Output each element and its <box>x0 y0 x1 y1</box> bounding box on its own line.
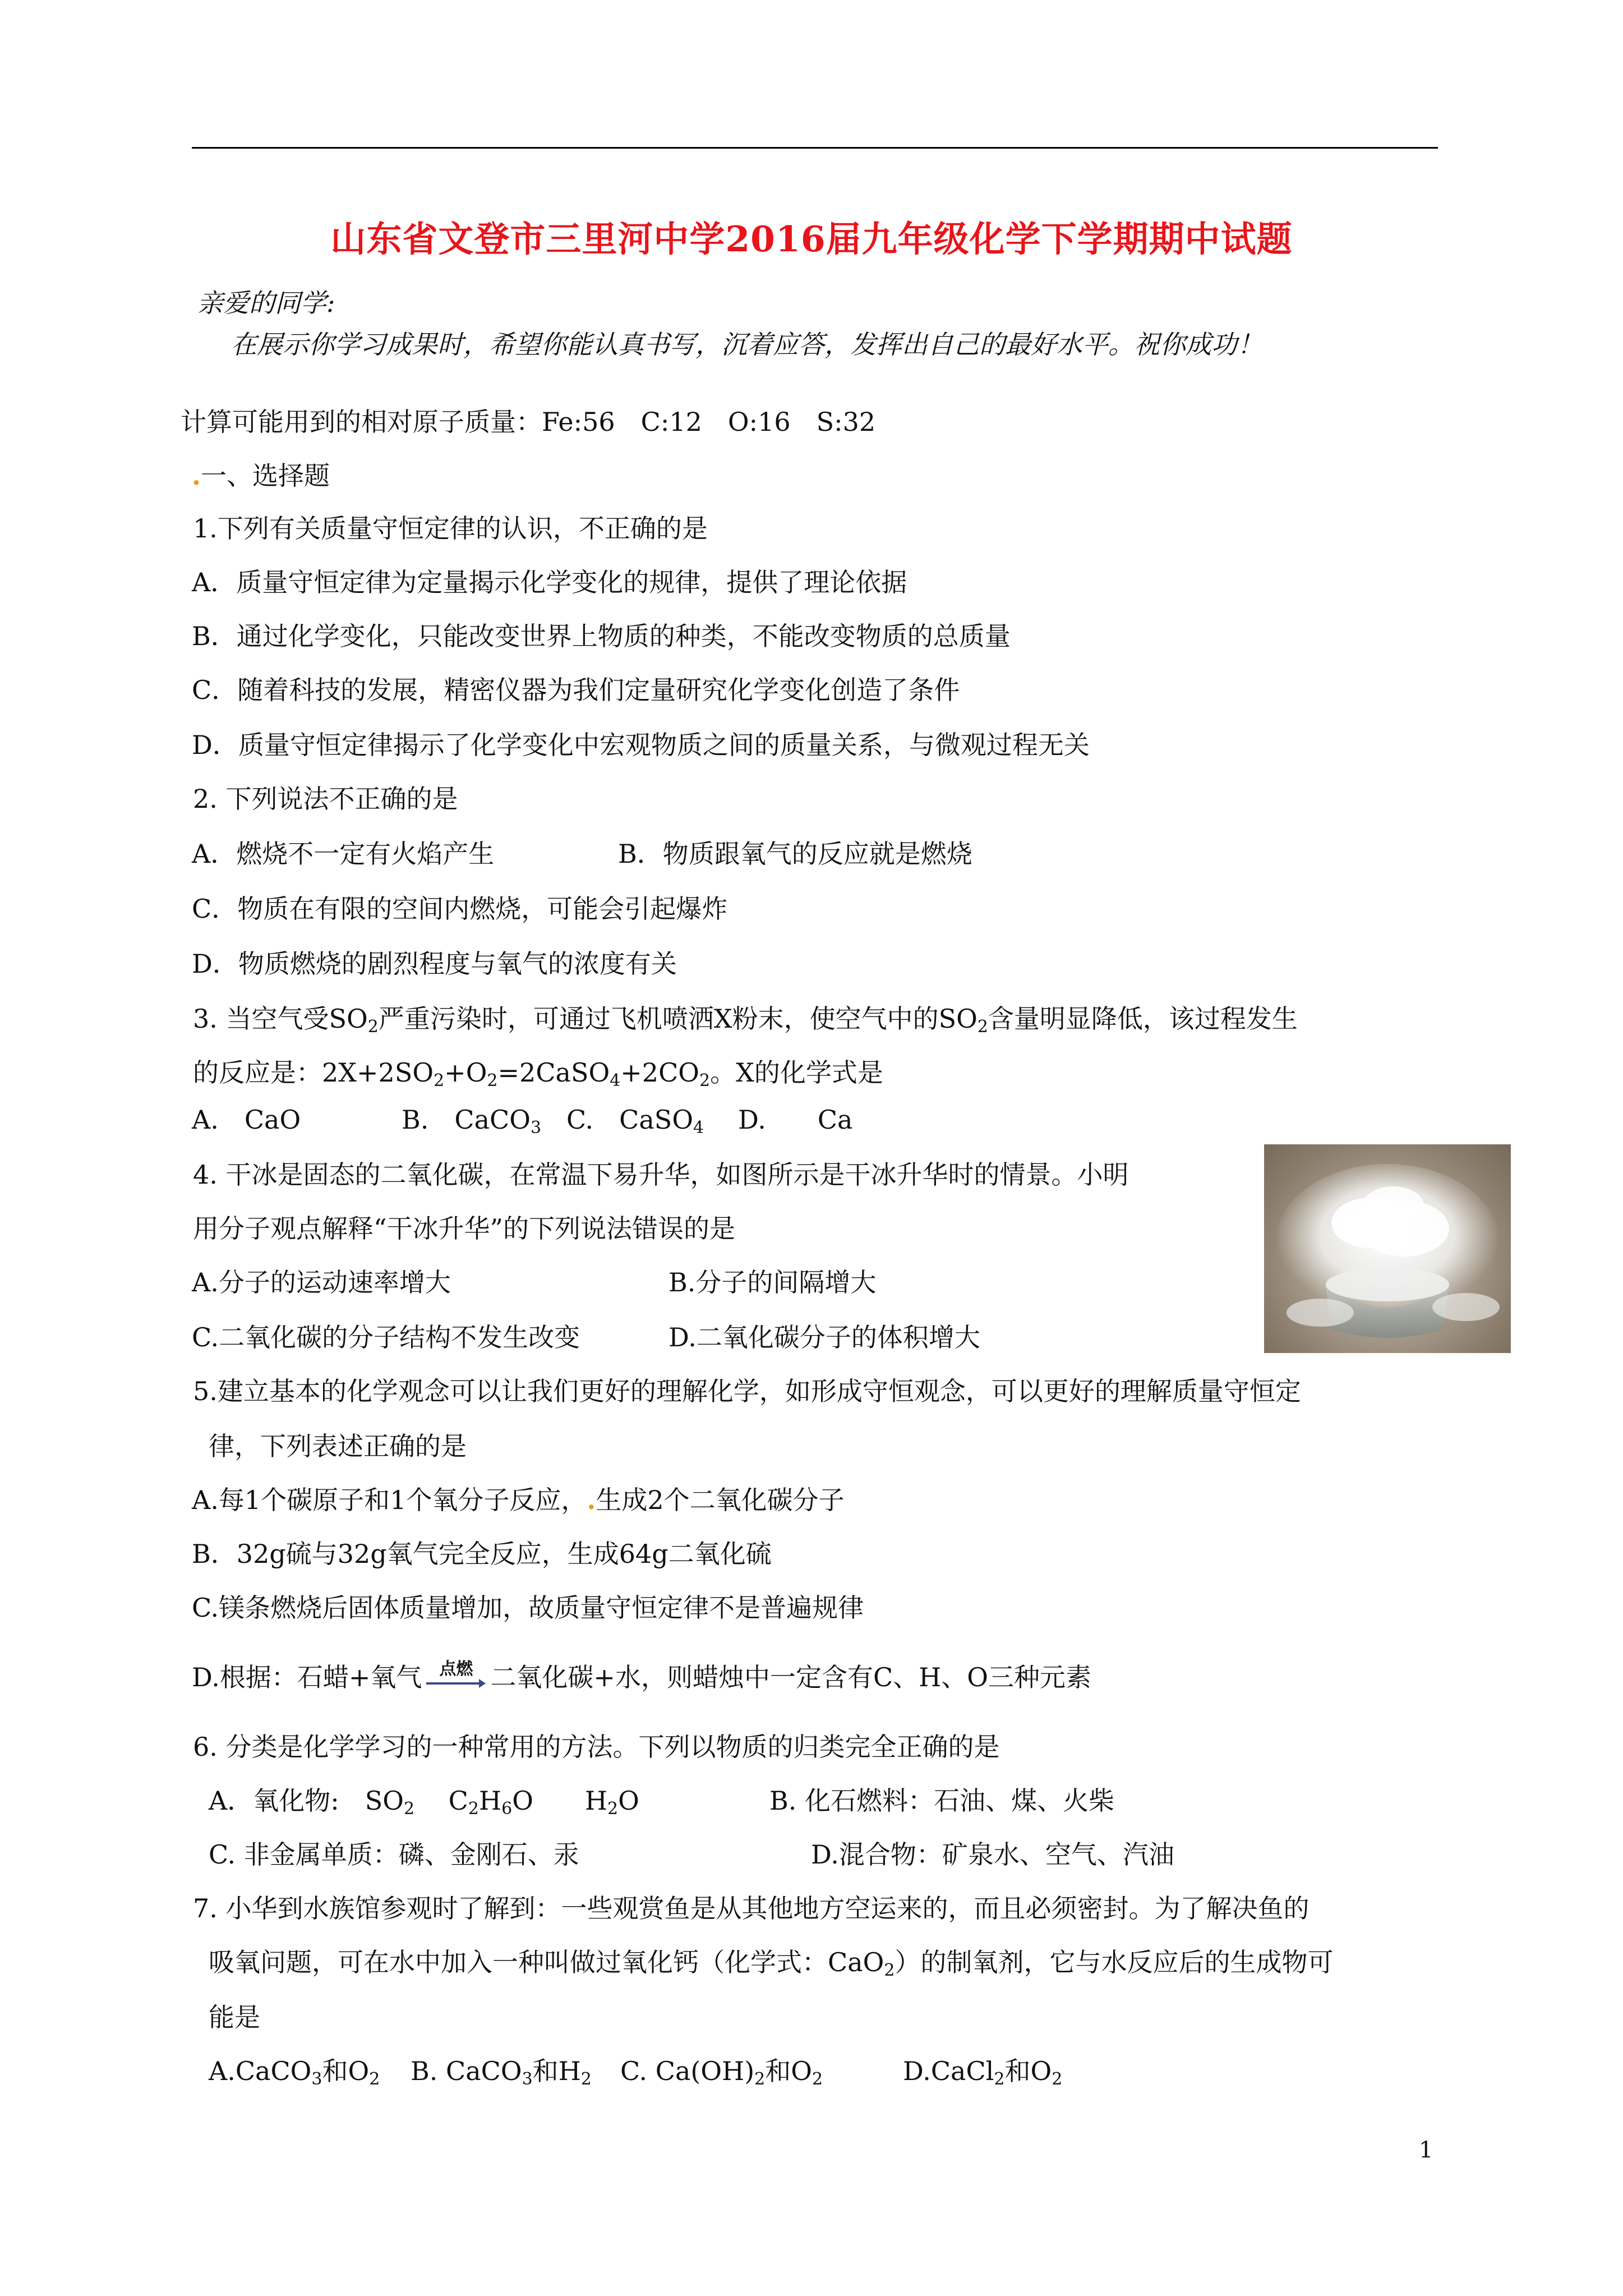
q7-option-c: C. $Ca(OH)_2$和$O_2$ <box>620 2056 823 2089</box>
q4-option-b: B.分子的间隔增大 <box>668 1267 877 1297</box>
dry-ice-sublimation-image <box>1264 1144 1511 1353</box>
marker-dot: . <box>192 461 201 491</box>
q7-stem-line-3: 能是 <box>209 2002 260 2032</box>
arrow-right-icon <box>425 1677 487 1690</box>
atomic-masses: 计算可能用到的相对原子质量：Fe:56 C:12 O:16 S:32 <box>181 407 876 437</box>
header-rule <box>192 147 1438 149</box>
greeting: 亲爱的同学: <box>197 288 335 318</box>
marker-dot: . <box>587 1485 596 1515</box>
q1-option-d: D．质量守恒定律揭示了化学变化中宏观物质之间的质量关系，与微观过程无关 <box>192 730 1090 760</box>
q4-option-a: A.分子的运动速率增大 <box>192 1267 451 1297</box>
q2-stem: 2. 下列说法不正确的是 <box>193 784 458 814</box>
q7-stem-line-1: 7. 小华到水族馆参观时了解到：一些观赏鱼是从其他地方空运来的，而且必须密封。为了解决鱼的 <box>193 1893 1310 1924</box>
q2-option-b: B．物质跟氧气的反应就是燃烧 <box>618 839 972 869</box>
q4-stem-line-1: 4. 干冰是固态的二氧化碳，在常温下易升华，如图所示是干冰升华时的情景。小明 <box>193 1159 1129 1190</box>
q6-option-c: C. 非金属单质：磷、金刚石、汞 <box>209 1839 579 1870</box>
q6-option-d: D.混合物：矿泉水、空气、汽油 <box>811 1839 1174 1870</box>
q7-option-d: D.CaCl$_2$和$O_2$ <box>903 2056 1063 2089</box>
q2-option-c: C．物质在有限的空间内燃烧，可能会引起爆炸 <box>192 894 728 924</box>
q3-reaction: 的反应是：$2X+2SO_2+O_2=2CaSO_4+2CO_2$。X的化学式是 <box>193 1057 883 1091</box>
q3-stem: 3. 当空气受$SO_2$严重污染时，可通过飞机喷洒X粉末，使空气中的$SO_2$含量明显降低，该过程发生 <box>193 1004 1298 1037</box>
document-title: 山东省文登市三里河中学2016届九年级化学下学期期中试题 <box>330 218 1293 260</box>
q7-stem-line-2: 吸氧问题，可在水中加入一种叫做过氧化钙（化学式：CaO$_2$）的制氧剂，它与水反应后的生成物可 <box>209 1947 1334 1980</box>
q3-option-d: D. Ca <box>738 1105 853 1135</box>
q6-option-a: A．氧化物: $SO_2$ $C_2H_6O$ $H_2O$ <box>209 1786 639 1819</box>
q5-stem-line-1: 5.建立基本的化学观念可以让我们更好的理解化学，如形成守恒观念，可以更好的理解质量守恒定 <box>193 1376 1301 1406</box>
reaction-arrow <box>425 1660 487 1694</box>
ignite-label: 点燃 <box>439 1659 473 1679</box>
dry-ice-illustration <box>1264 1144 1511 1353</box>
q3-option-a: A. CaO <box>192 1105 301 1135</box>
q2-option-a: A．燃烧不一定有火焰产生 <box>192 839 495 869</box>
q7-option-a: A.CaCO$_3$和$O_2$ <box>209 2056 380 2089</box>
q1-option-b: B．通过化学变化，只能改变世界上物质的种类，不能改变物质的总质量 <box>192 621 1011 651</box>
encouragement: 在展示你学习成果时，希望你能认真书写，沉着应答，发挥出自己的最好水平。祝你成功！ <box>231 329 1263 360</box>
q4-option-d: D.二氧化碳分子的体积增大 <box>668 1322 980 1352</box>
page-number: 1 <box>1419 2137 1433 2163</box>
q7-option-b: B. CaCO$_3$和$H_2$ <box>411 2056 592 2089</box>
q4-option-c: C.二氧化碳的分子结构不发生改变 <box>192 1322 580 1352</box>
q3-option-c: C. CaSO$_4$ <box>566 1105 704 1138</box>
q6-stem: 6. 分类是化学学习的一种常用的方法。下列以物质的归类完全正确的是 <box>193 1732 1000 1762</box>
q5-option-c: C.镁条燃烧后固体质量增加，故质量守恒定律不是普遍规律 <box>192 1593 864 1623</box>
q5-option-d: D.根据：石蜡+氧气 点燃 二氧化碳+水，则蜡烛中一定含有C、H、O三种元素 <box>192 1660 1091 1694</box>
q3-option-b: B. CaCO$_3$ <box>402 1105 542 1138</box>
q2-option-d: D．物质燃烧的剧烈程度与氧气的浓度有关 <box>192 949 677 979</box>
q5-option-a: A.每1个碳原子和1个氧分子反应，.生成2个二氧化碳分子 <box>192 1485 845 1515</box>
q4-stem-line-2: 用分子观点解释“干冰升华”的下列说法错误的是 <box>193 1213 736 1244</box>
q1-option-a: A．质量守恒定律为定量揭示化学变化的规律，提供了理论依据 <box>192 567 907 597</box>
q6-option-b: B. 化石燃料：石油、煤、火柴 <box>769 1786 1115 1816</box>
q5-option-b: B．32g硫与32g氧气完全反应，生成64g二氧化硫 <box>192 1539 772 1569</box>
section-heading: .一、选择题 <box>192 461 330 491</box>
q5-stem-line-2: 律，下列表述正确的是 <box>209 1431 467 1461</box>
q1-option-c: C．随着科技的发展，精密仪器为我们定量研究化学变化创造了条件 <box>192 675 960 705</box>
q1-stem: 1.下列有关质量守恒定律的认识，不正确的是 <box>193 513 708 544</box>
